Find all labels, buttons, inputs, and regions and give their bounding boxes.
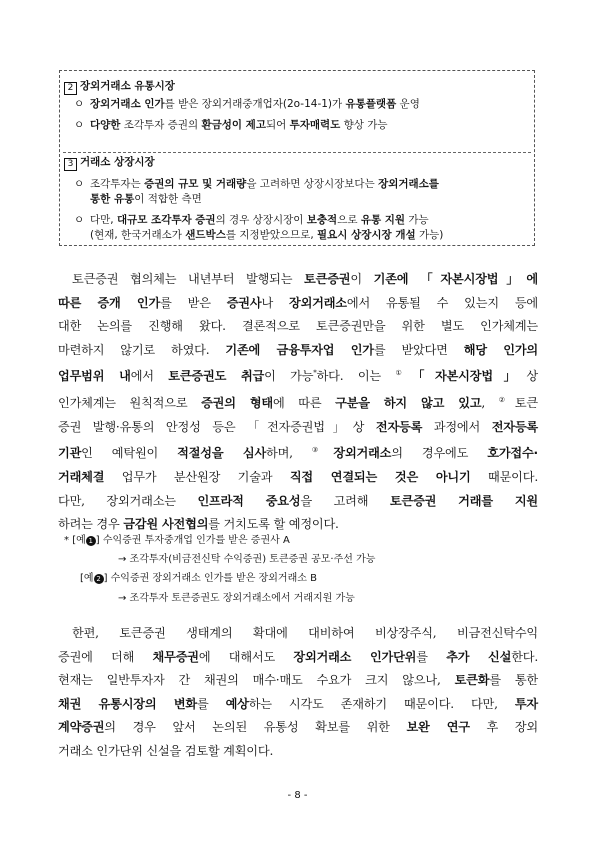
body-paragraph-1: 토큰증권 협의체는 내년부터 발행되는 토큰증권이 기존에 「자본시장법」에 따른 증개 인가를 받은 증권사나 장외거래소에서 유통될 수 있는지 등에 대한 논의를 진행해 왔다. 결론적으로 토큰증권만을 위한 별도 인가체계는 마련하지 않기로 하였다. 기존에 금융투자업 인가를 받았다면 해당 인가의 업무범위 내에서 토큰증권도 취급이 가능*하다. 이는 ①「자본시장법」상 인가체계는 원칙적으로 증권의 형태에 따른 구분을 하지 않고 있고, ②토큰 증권 발행·유통의 안정성 등은 「전자증권법」상 전자등록 과정에서 전자등록 기관인 예탁원이 적절성을 심사하며, ③장외거래소의 경우에도 호가접수· 거래체결 업무가 분산원장 기술과 직접 연결되는 것은 아니기 때문이다. 다만, 장외거래소는 인프라적 중요성을 고려해 토큰증권 거래를 지원 하려는 경우 금감원 사전협의를 거치도록 할 예정이다. [58, 272, 539, 532]
example-2-detail: → 조각투자 토큰증권도 장외거래소에서 거래지원 가능 [118, 593, 355, 604]
bullet-item: ㅇ 다만, 대규모 조각투자 증권의 경우 상장시장이 보충적으로 유통 지원 가능 (현재, 한국거래소가 샌드박스를 지정받았으므로, 필요시 상장시장 개설 가능) [74, 214, 444, 241]
bullet-item: ㅇ 조각투자는 증권의 규모 및 거래량을 고려하면 상장시장보다는 장외거래소를 통한 유통이 적합한 측면 [74, 178, 439, 205]
page-number: - 8 - [287, 790, 308, 801]
circled-number: 2 [94, 574, 104, 584]
example-2: [예 2 ] 수익증권 장외거래소 인가를 받은 장외거래소 B [80, 573, 317, 584]
example-1: * [예 1 ] 수익증권 투자중개업 인가를 받은 증권사 A [64, 535, 290, 546]
example-1-detail: → 조각투자(비금전신탁 수익증권) 토큰증권 공모·주선 가능 [118, 554, 376, 565]
section-number-box: 3 [64, 158, 77, 171]
section-heading-3: 3 거래소 상장시장 [64, 154, 155, 171]
summary-box [59, 70, 535, 246]
section-heading-2: 2 장외거래소 유통시장 [64, 78, 175, 95]
dashed-divider [63, 152, 531, 153]
circled-number: 1 [86, 536, 96, 546]
body-paragraph-2: 한편, 토큰증권 생태계의 확대에 대비하여 비상장주식, 비금전신탁수익 증권에 더해 채무증권에 대해서도 장외거래소 인가단위를 추가 신설한다. 현재는 일반투자자 간 채권의 매수·매도 수요가 크지 않으나, 토큰화를 통한 채권 유통시장의 변화를 예상하는 시각도 존재하기 때문이다. 다만, 투자 계약증권의 경우 앞서 논의된 유통성 확보를 위한 보완 연구 후 장외 거래소 인가단위 신설을 검토할 계획이다. [58, 626, 539, 758]
bullet-item: ㅇ 다양한 조각투자 증권의 환금성이 제고되어 투자매력도 향상 가능 [74, 119, 388, 131]
section-number-box: 2 [64, 82, 77, 95]
bullet-item: ㅇ 장외거래소 인가를 받은 장외거래중개업자(2o-14-1)가 유통플랫폼 운영 [74, 98, 420, 110]
